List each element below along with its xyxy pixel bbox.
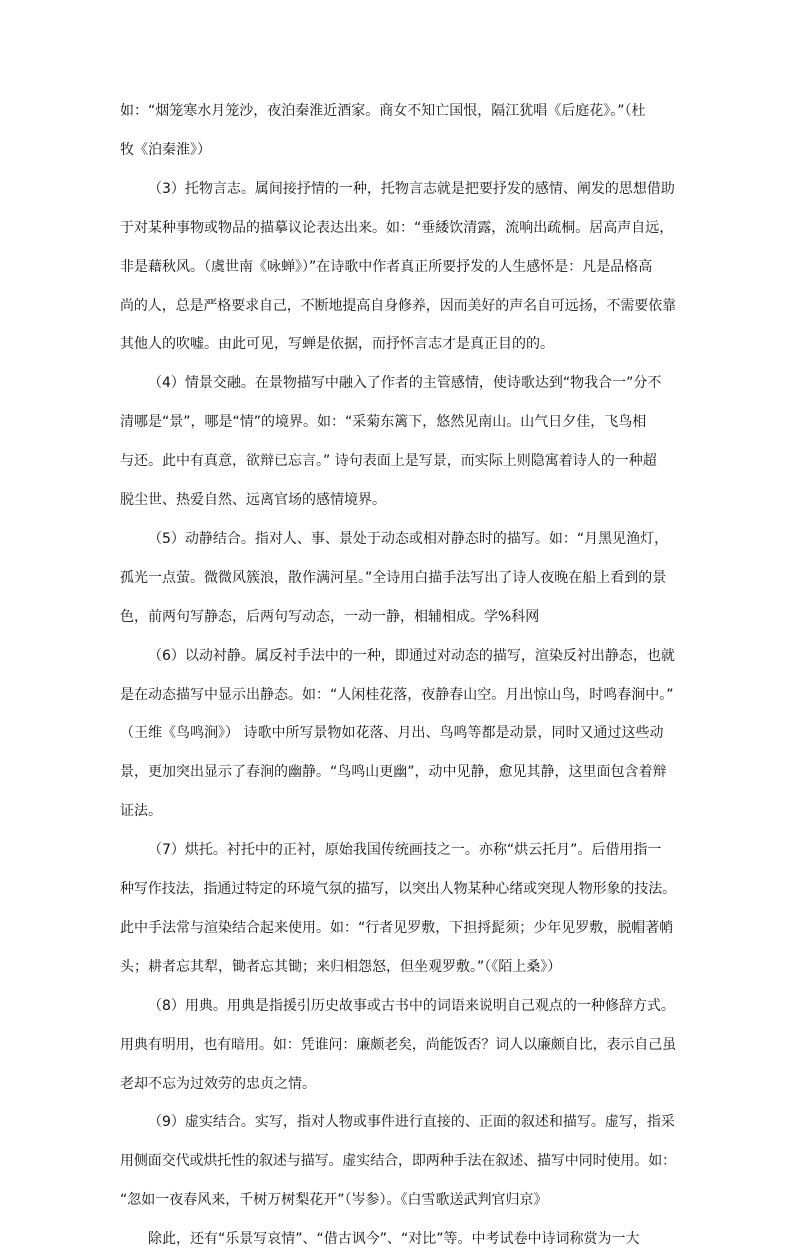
paragraph-first-line: （5）动静结合。指对人、事、景处于动态或相对静态时的描写。如：“月黑见渔灯， [148, 530, 669, 547]
text-line: 老却不忘为过效劳的忠贞之情。 [120, 1075, 316, 1092]
text-line: 景，更加突出显示了春涧的幽静。“鸟鸣山更幽”，动中见静，愈见其静，这里面包含着辩 [120, 764, 667, 781]
text-line: “忽如一夜春风来，千树万树梨花开”（岑参）。《白雪歌送武判官归京》 [120, 1192, 548, 1209]
text-line: 用侧面交代或烘托性的叙述与描写。虚实结合，即两种手法在叙述、描写中同时使用。如： [120, 1153, 676, 1170]
paragraph-first-line: （4）情景交融。在景物描写中融入了作者的主管感情，使诗歌达到“物我合一”分不 [148, 375, 662, 392]
text-line: 脱尘世、热爱自然、远离官场的感情境界。 [120, 492, 386, 508]
text-line: 孤光一点萤。微微风簇浪，散作满河星。”全诗用白描手法写出了诗人夜晚在船上看到的景 [120, 569, 667, 586]
text-line: 非是藉秋风。（虞世南《咏蝉》）”在诗歌中作者真正所要抒发的人生感怀是：凡是品格高 [120, 258, 653, 275]
text-line: 是在动态描写中显示出静态。如：“人闲桂花落，夜静春山空。月出惊山鸟，时鸣春涧中。” [120, 686, 674, 703]
paragraph-first-line: （3）托物言志。属间接抒情的一种，托物言志就是把要抒发的感情、阐发的思想借助 [148, 180, 675, 197]
paragraph-first-line: （6）以动衬静。属反衬手法中的一种，即通过对动态的描写，渲染反衬出静态，也就 [148, 647, 675, 664]
paragraph-first-line: （9）虚实结合。实写，指对人物或事件进行直接的、正面的叙述和描写。虚写，指采 [148, 1114, 675, 1131]
text-line: 头；耕者忘其犁，锄者忘其锄；来归相怨怒，但坐观罗敷。”（《陌上桑》） [120, 958, 562, 975]
text-line: 与还。此中有真意，欲辩已忘言。” 诗句表面上是写景，而实际上则隐寓着诗人的一种超 [120, 453, 657, 470]
paragraph-first-line: （8）用典。用典是指援引历史故事或古书中的词语来说明自己观点的一种修辞方式。 [148, 997, 675, 1014]
text-line: 证法。 [120, 803, 162, 820]
text-line: 此中手法常与渲染结合起来使用。如：“行者见罗敷，下担捋髭须；少年见罗敷，脱帽著帩 [120, 919, 674, 936]
text-line: 尚的人，总是严格要求自己，不断地提高自身修养，因而美好的声名自可远扬，不需要依靠 [120, 297, 676, 314]
text-line: 牧《泊秦淮》） [120, 141, 211, 158]
text-line: 于对某种事物或物品的描摹议论表达出来。如：“垂緌饮清露，流响出疏桐。居高声自远， [120, 219, 674, 236]
text-line: 清哪是“景”，哪是“情”的境界。如：“采菊东篱下，悠然见南山。山气日夕佳，飞鸟相 [120, 414, 647, 431]
text-line: 种写作技法，指通过特定的环境气氛的描写，以突出人物某种心绪或突现人物形象的技法。 [120, 881, 676, 897]
paragraph-first-line: （7）烘托。衬托中的正衬，原始我国传统画技之一。亦称“烘云托月”。后借用指一 [148, 842, 662, 859]
text-line: 如：“烟笼寒水月笼沙，夜泊秦淮近酒家。商女不知亡国恨，隔江犹唱《后庭花》。”（杜 [120, 103, 646, 119]
paragraph-first-line: 除此，还有“乐景写哀情”、“借古讽今”、“对比”等。中考试卷中诗词称赏为一大 [148, 1231, 640, 1248]
text-line: 其他人的吹嘘。由此可见，写蝉是依据，而抒怀言志才是真正目的的。 [120, 336, 554, 353]
text-line: （王维《鸟鸣涧》） 诗歌中所写景物如花落、月出、鸟鸣等都是动景，同时又通过这些动 [120, 725, 664, 742]
text-line: 色，前两句写静态，后两句写动态，一动一静，相辅相成。学%科网 [120, 608, 540, 625]
text-line: 用典有明用，也有暗用。如：凭谁问：廉颇老矣，尚能饭否？词人以廉颇自比，表示自己虽 [120, 1036, 676, 1053]
